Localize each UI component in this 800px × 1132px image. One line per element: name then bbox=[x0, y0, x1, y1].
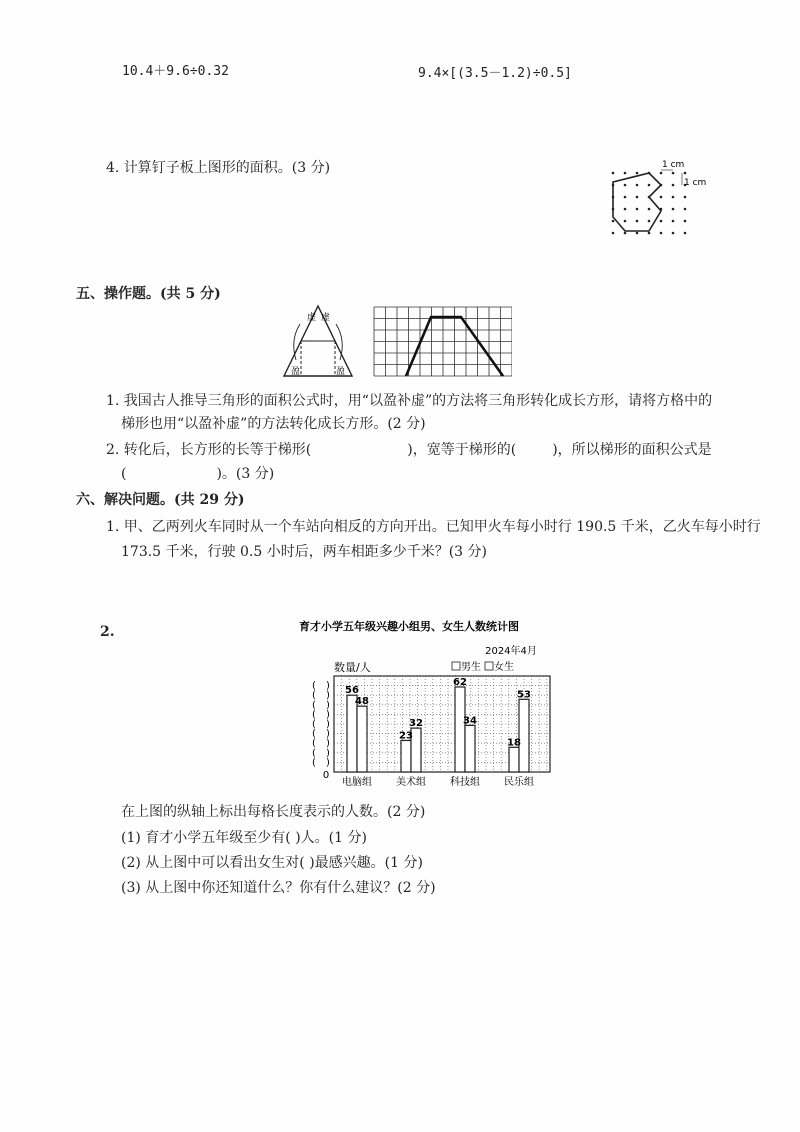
legend-label-girls: 女生 bbox=[494, 662, 514, 673]
triangle-figure bbox=[278, 302, 358, 380]
peg-dot bbox=[624, 208, 627, 211]
peg-dot bbox=[660, 232, 663, 235]
calc-expression-left: 10.4＋9.6÷0.32 bbox=[122, 64, 229, 79]
peg-dot bbox=[672, 172, 675, 175]
s5-q2-line2 bbox=[121, 463, 274, 483]
peg-dot bbox=[660, 220, 663, 223]
peg-dot bbox=[636, 172, 639, 175]
category-label: 美术组 bbox=[396, 777, 426, 788]
s5-q2-part-e: )。(3 分) bbox=[216, 466, 275, 482]
chart-bars bbox=[347, 687, 529, 772]
peg-dot bbox=[636, 184, 639, 187]
legend-swatch-girls bbox=[485, 662, 493, 670]
s6-q2-number: 2. bbox=[100, 624, 115, 640]
y-axis-blank: ( bbox=[312, 719, 316, 730]
bar-value-label: 32 bbox=[409, 718, 423, 730]
y-axis-blank: ) bbox=[326, 709, 330, 721]
category-label: 科技组 bbox=[450, 777, 480, 788]
unit-label-horizontal: 1 cm bbox=[662, 160, 685, 170]
calc-expression-right: 9.4×[(3.5－1.2)÷0.5] bbox=[418, 66, 572, 81]
y-axis-blank: ( bbox=[312, 738, 316, 750]
s6-q2-sub3: (3) 从上图中你还知道什么？你有什么建议？(2 分) bbox=[121, 880, 436, 896]
y-axis-blank: ( bbox=[312, 747, 316, 759]
s5-q1-line1: 1. 我国古人推导三角形的面积公式时，用“以盈补虚”的方法将三角形转化成长方形，请将方格中的 bbox=[106, 393, 713, 409]
triangle-label: 虚 bbox=[307, 313, 317, 323]
legend-swatch-boys bbox=[452, 662, 460, 670]
peg-dot bbox=[660, 172, 663, 175]
bar-girls bbox=[465, 725, 475, 772]
pegboard-polygon bbox=[613, 173, 661, 231]
peg-dot bbox=[648, 208, 651, 211]
section6-title: 六、解决问题。(共 29 分) bbox=[76, 492, 245, 508]
peg-dot bbox=[672, 184, 675, 187]
bar-value-label: 62 bbox=[453, 676, 467, 688]
peg-dot bbox=[636, 196, 639, 199]
peg-dot bbox=[636, 232, 639, 235]
s5-q2-part-d: ( bbox=[121, 466, 127, 482]
chart-subtitle: 2024年4月 bbox=[485, 646, 537, 657]
bar-boys bbox=[455, 687, 465, 772]
y-axis-blank: ( bbox=[312, 709, 316, 721]
chart-ylabel: 数量/人 bbox=[334, 661, 371, 674]
s6-q2-instruction: 在上图的纵轴上标出每格长度表示的人数。(2 分) bbox=[121, 804, 426, 820]
peg-dot bbox=[612, 232, 615, 235]
bar-value-label: 48 bbox=[355, 696, 369, 708]
y-axis-blank: ) bbox=[326, 680, 330, 692]
peg-dot bbox=[672, 196, 675, 199]
triangle-label: 盈 bbox=[291, 367, 301, 377]
y-axis-blank: ) bbox=[326, 719, 330, 730]
pegboard-dots bbox=[612, 172, 687, 235]
peg-dot bbox=[612, 172, 615, 175]
peg-dot bbox=[624, 196, 627, 199]
peg-dot bbox=[684, 172, 687, 175]
triangle-label: 虚 bbox=[321, 313, 331, 323]
trapezoid-grid-figure[interactable] bbox=[372, 305, 512, 379]
peg-dot bbox=[672, 208, 675, 211]
peg-dot bbox=[684, 196, 687, 199]
s5-q1-line2: 梯形也用“以盈补虚”的方法转化成长方形。(2 分) bbox=[121, 416, 426, 432]
y-axis-blank: ( bbox=[312, 690, 316, 702]
s6-q1-line2: 173.5 千米，行驶 0.5 小时后，两车相距多少千米？(3 分) bbox=[121, 544, 487, 560]
peg-dot bbox=[636, 220, 639, 223]
y-axis-blank: ( bbox=[312, 699, 316, 711]
s6-q2-sub1: (1) 育才小学五年级至少有( )人。(1 分) bbox=[121, 830, 367, 846]
peg-dot bbox=[648, 184, 651, 187]
unit-label-vertical: 1 cm bbox=[684, 178, 707, 188]
peg-dot bbox=[624, 184, 627, 187]
bar-girls bbox=[357, 706, 367, 772]
bar-boys bbox=[509, 747, 519, 772]
chart-value-labels bbox=[345, 677, 531, 748]
peg-dot bbox=[612, 220, 615, 223]
section5-title: 五、操作题。(共 5 分) bbox=[76, 286, 221, 302]
peg-dot bbox=[684, 220, 687, 223]
q4-text: 4. 计算钉子板上图形的面积。(3 分) bbox=[106, 160, 331, 176]
peg-dot bbox=[648, 232, 651, 235]
chart-title: 育才小学五年级兴趣小组男、女生人数统计图 bbox=[299, 620, 519, 633]
y-axis-blank: ) bbox=[326, 728, 330, 740]
chart-category-labels bbox=[342, 775, 534, 788]
y-axis-blank: ) bbox=[326, 690, 330, 702]
s5-q2-part-c: )，所以梯形的面积公式是 bbox=[552, 442, 712, 458]
category-label: 民乐组 bbox=[504, 777, 534, 788]
legend-label-boys: 男生 bbox=[461, 662, 481, 673]
y-axis-blank: ) bbox=[326, 738, 330, 750]
triangle-label: 盈 bbox=[336, 367, 346, 377]
s5-q2-line1 bbox=[106, 439, 712, 459]
bar-value-label: 18 bbox=[507, 737, 521, 749]
y-axis-blank: ( bbox=[312, 680, 316, 692]
bar-chart bbox=[268, 616, 558, 794]
s5-q2-part-b: )，宽等于梯形的( bbox=[407, 442, 517, 458]
bar-value-label: 56 bbox=[345, 685, 359, 697]
y-axis-blank: ) bbox=[326, 699, 330, 711]
s6-q2-sub2: (2) 从上图中可以看出女生对( )最感兴趣。(1 分) bbox=[121, 855, 423, 871]
y-axis-blank: ) bbox=[326, 757, 330, 769]
peg-dot bbox=[684, 208, 687, 211]
peg-dot bbox=[648, 220, 651, 223]
peg-dot bbox=[624, 172, 627, 175]
pegboard-figure bbox=[600, 155, 720, 245]
peg-dot bbox=[672, 220, 675, 223]
peg-dot bbox=[684, 232, 687, 235]
peg-dot bbox=[624, 220, 627, 223]
bar-value-label: 34 bbox=[463, 715, 477, 727]
bar-girls bbox=[519, 699, 529, 772]
bar-value-label: 53 bbox=[517, 689, 531, 701]
y-axis-blanks bbox=[312, 681, 330, 769]
y-axis-blank: ) bbox=[326, 747, 330, 759]
peg-dot bbox=[660, 196, 663, 199]
y-axis-blank: ( bbox=[312, 728, 316, 740]
y-origin-label: 0 bbox=[322, 770, 330, 781]
s6-q1-line1: 1. 甲、乙两列火车同时从一个车站向相反的方向开出。已知甲火车每小时行 190.5 千米，乙火车每小时行 bbox=[106, 519, 761, 535]
bar-boys bbox=[401, 740, 411, 772]
peg-dot bbox=[672, 232, 675, 235]
peg-dot bbox=[624, 232, 627, 235]
bar-value-label: 23 bbox=[399, 730, 413, 742]
y-axis-blank: ( bbox=[312, 757, 316, 769]
s5-q2-part-a: 2. 转化后，长方形的长等于梯形( bbox=[106, 442, 312, 458]
peg-dot bbox=[636, 208, 639, 211]
category-label: 电脑组 bbox=[342, 777, 372, 788]
